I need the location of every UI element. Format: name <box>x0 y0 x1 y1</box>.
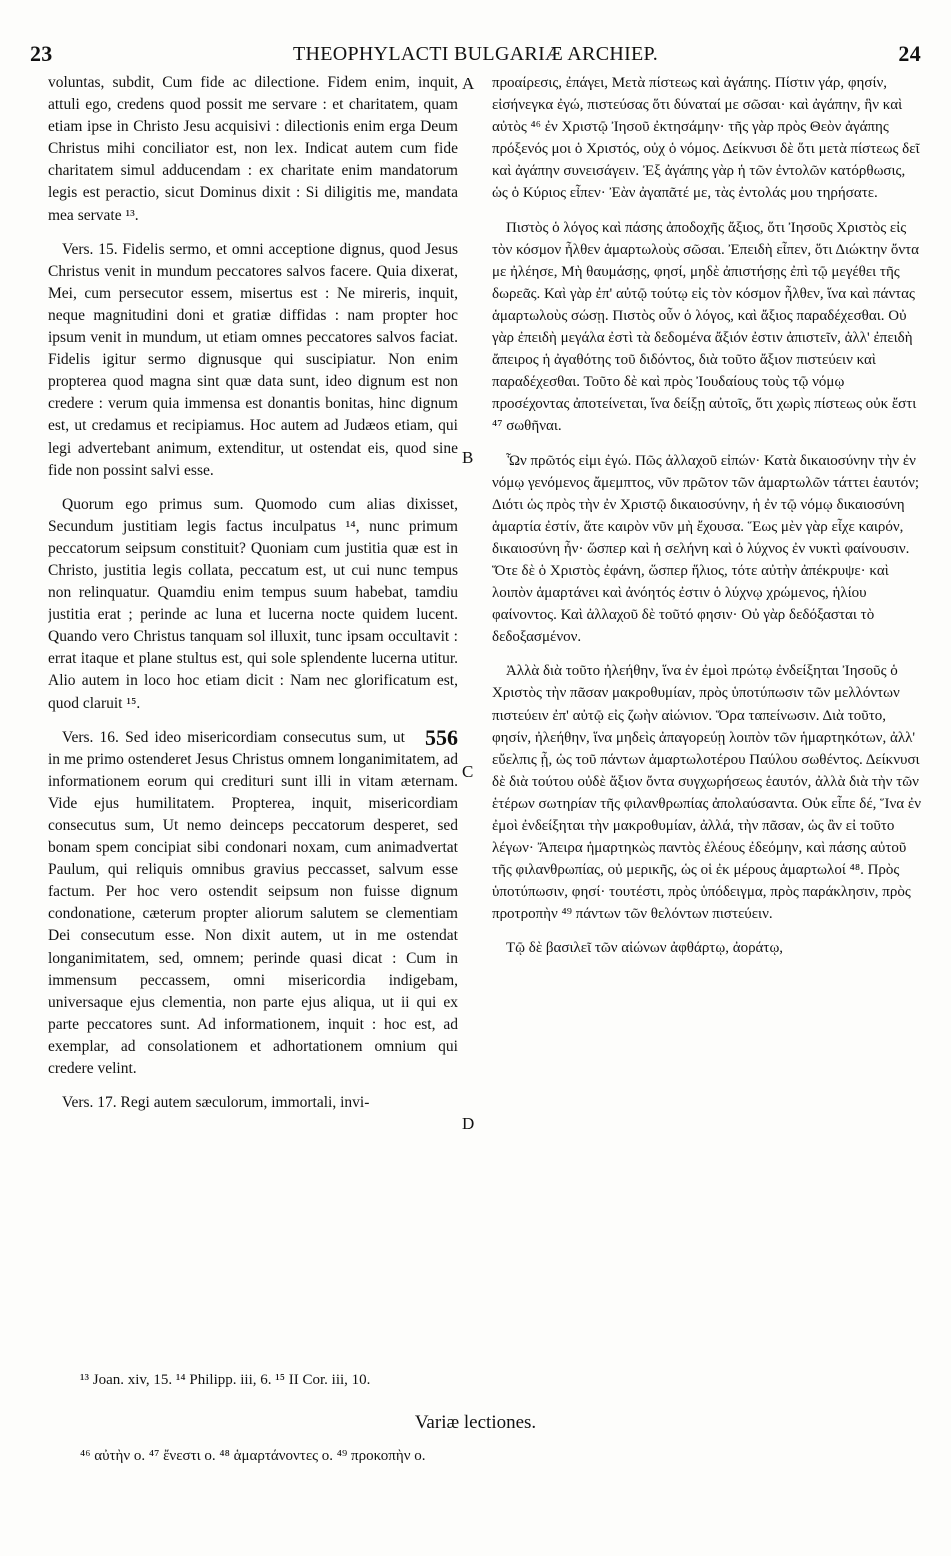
latin-paragraph-1: voluntas, subdit, Cum fide ac dilectione. Fidem enim, inquit, attuli ego, credens quod possit me servare : et charitatem, quam etiam ipse in Christo Jesu acquisivi : dilectionis enim erga Deum Christus mihi conciliator est, non lex. Indicat autem cum fide charitatem simul adducendam : ex charitate enim mandatorum legis est peractio, sicut Dominus dixit : Si diligitis me, mandata mea servate ¹³. <box>48 74 458 224</box>
variae-lectiones-title: Variæ lectiones. <box>414 1412 537 1433</box>
latin-column <box>48 72 458 1362</box>
page-number: 23 <box>30 41 53 66</box>
margin-page-number: 556 <box>425 724 458 750</box>
greek-paragraph-4: Ἀλλὰ διὰ τοῦτο ἠλεήθην, ἵνα ἐν ἐμοὶ πρώτῳ ἐνδείξηται Ἰησοῦς ὁ Χριστὸς τὴν πᾶσαν μακροθυμίαν, πρὸς ὑποτύπωσιν τῶν μελλόντων πιστεύειν ἐπ' αὐτῷ εἰς ζωὴν αἰώνιον. Ὅρα ταπείνωσιν. Διὰ τοῦτο, φησίν, ἠλεήθην, ἵνα μηδεὶς ἀπαγορεύῃ λοιπὸν τῶν ἡμαρτηκότων, ἀλλ' εὔελπις ᾖ, ὡς τοῦ πάντων ἁμαρτωλοτέρου Παύλου σωθέντος. Δείκνυσι δὲ διὰ τούτου οὐδὲ ἄξιον ὄντα συγχωρήσεως ἑαυτόν, ἀλλὰ διὰ τὴν τῶν ἑτέρων σωτηρίαν τῆς φιλανθρωπίας ἀπολαύσαντα. Οὐκ εἶπε δέ, Ἵνα ἐν ἐμοὶ ἐνδείξηται τὴν μακροθυμίαν, ἀλλά, τὴν πᾶσαν, ὡς ἂν εἰ τοῦτο λέγων· Ἄπειρα ἡμαρτηκὼς παντὸς ἐλέους ἐδεόμην, καὶ πάσης αὐτοῦ τῆς φιλανθρωπίας, οὐ μερικῆς, ὡς οἱ ἐκ μέρους ἁμαρτωλοί ⁴⁸. Πρὸς ὑποτύπωσιν, φησί· τουτέστι, πρὸς ὑπόδειγμα, πρὸς παράκλησιν, πρὸς προτροπὴν ⁴⁹ πάντων τῶν θελόντων πιστεύειν. <box>492 663 921 923</box>
page-body <box>48 72 923 1362</box>
page-header <box>30 40 921 68</box>
column-number: 24 <box>898 41 921 66</box>
greek-paragraph-2: Πιστὸς ὁ λόγος καὶ πάσης ἀποδοχῆς ἄξιος, ὅτι Ἰησοῦς Χριστὸς εἰς τὸν κόσμον ἦλθεν ἁμαρτωλοὺς σῶσαι. Ἐπειδὴ εἶπεν, ὅτι Διώκτην ὄντα με ἠλέησε, Μὴ θαυμάσῃς, φησί, μηδὲ ἀπιστήσῃς ἐπὶ τῷ μεγέθει τῆς δωρεᾶς. Καὶ γὰρ ἐπ' αὐτῷ τούτῳ εἰς τὸν κόσμον ἦλθεν, ἵνα καὶ πάντας ἁμαρτωλοὺς σώσῃ. Πιστὸς οὖν ὁ λόγος, καὶ ἄξιος παραδέχεσθαι. Οὐ γὰρ ἐπειδὴ μεγάλα ἐστὶ τὰ δεδομένα ἄξιόν ἐστιν ἀπιστεῖν, ἀλλ' ἐπειδὴ ἄπειρος ἡ ἀγαθότης τοῦ διδόντος, διὰ τοῦτο ἄξιον πιστεύειν καὶ παραδέχεσθαι. Τοῦτο δὲ καὶ πρὸς Ἰουδαίους τοὺς τῷ νόμῳ προσέχοντας ἀποτείνεται, ἵνα δείξῃ αὐτοῖς, ὅτι χωρὶς πίστεως οὐκ ἔστι ⁴⁷ σωθῆναι. <box>492 219 920 435</box>
greek-paragraph-3: Ὧν πρῶτός εἰμι ἐγώ. Πῶς ἀλλαχοῦ εἰπών· Κατὰ δικαιοσύνην τὴν ἐν νόμῳ γενόμενος ἄμεμπτος, νῦν πρῶτον τῶν ἁμαρτωλῶν τάττει ἑαυτόν; Διότι ὡς πρὸς τὴν ἐν Χριστῷ δικαιοσύνην, ἡ ἐν τῷ νόμῳ δικαιοσύνη ἁμαρτία ἐστίν, ἅτε καιρὸν νῦν μὴ ἔχουσα. Ἕως μὲν γὰρ εἶχε καιρόν, δικαιοσύνη ἦν· ὥσπερ καὶ ἡ σελήνη καὶ ὁ λύχνος ἐν νυκτὶ φαίνουσιν. Ὅτε δὲ ὁ Χριστὸς ἐφάνη, ὥσπερ ἥλιος, τότε αὐτὴν ἀπέκρυψε· καὶ λοιπὸν ἁμαρτάνει καὶ ἀνόητός ἐστιν ὁ λύχνῳ χρώμενος, ἡλίου φαίνοντος. Καὶ ἀλλαχοῦ δὲ τοῦτό φησιν· Οὐ γὰρ δεδόξασται τὸ δεδοξασμένον. <box>492 452 920 646</box>
latin-paragraph-2: Vers. 15. Fidelis sermo, et omni acceptione dignus, quod Jesus Christus venit in mundum peccatores salvos facere. Quia dixerat, Mei, cum persecutor essem, misertus est : Ne mireris, inquit, neque magnitudini doni et gratiæ diffidas : nam propter hoc ipsum venit in mundum, ut etiam omnes peccatores salvos faciat. Fidelis igitur sermo dignusque qui suscipiatur. Non enim propterea quod magna sint quæ data sunt, ideo dignum est non credere : verum quia immensa est donantis bonitas, hinc dignum est, ut credamus et recipiamus. Hoc autem ad Judæos etiam, qui legi advertebant animum, extenditur, ut ostendat eis, quod sine fide non possint salvi esse. <box>48 240 458 479</box>
greek-paragraph-5: Τῷ δὲ βασιλεῖ τῶν αἰώνων ἀφθάρτῳ, ἀοράτῳ, <box>506 940 784 957</box>
margin-gutter <box>458 72 480 1362</box>
margin-letter-c: C <box>462 762 474 781</box>
margin-letter-b: B <box>462 448 474 467</box>
variae-lectiones: ⁴⁶ αὐτὴν ο. ⁴⁷ ἔνεστι ο. ⁴⁸ ἁμαρτάνοντες ο. ⁴⁹ προκοπὴν ο. <box>80 1448 426 1464</box>
latin-paragraph-5: Vers. 17. Regi autem sæculorum, immortali, invi- <box>62 1094 370 1112</box>
latin-paragraph-3: Quorum ego primus sum. Quomodo cum alias dixisset, Secundum justitiam legis factus inculpatus ¹⁴, nunc primum peccatorum seipsum constituit? Quoniam cum justitia quæ est in Christo, justitia legis collata, peccatum est, ut cui nunc tempus non relinquatur. Quamdiu enim tempus suum habebat, tamdiu justitia erat ; perinde ac luna et lucerna nocte quidem lucent. Quando vero Christus tanquam sol illuxit, tunc ipsam occultavit : errat itaque et plane stultus est, qui sole splendente lucerna utitur. Alio autem in loco hoc etiam dicit : Nam nec glorificatum est, quod claruit ¹⁵. <box>48 495 458 712</box>
footnotes: ¹³ Joan. xiv, 15. ¹⁴ Philipp. iii, 6. ¹⁵ II Cor. iii, 10. <box>80 1372 371 1388</box>
latin-paragraph-4-text: Vers. 16. Sed ideo misericordiam consecutus sum, ut in me primo ostenderet Jesus Christus omnem longanimitatem, ad informationem eorum qui credituri sunt illi in vitam æternam. Vide ejus humilitatem. Propterea, inquit, misericordiam consecutus sum, Ut nemo deinceps peccatorum desperet, sed bonam spem concipiat sibi condonari noxam, cum animadvertat Paulum, qui reliquis omnibus gravius peccasset, salvum esse factum. Per hoc vero ostendit seipsum non fuisse dignum condonatione, cæterum propter aliorum salutem se clementiam Dei consecutum esse. Non dixit autem, ut in me ostendat longanimitatem, sed, omnem; perinde quasi dicat : Cum in immensum peccassem, omni misericordia indigebam, universaque ejus clementia, non parte ejus aliqua, ut ii qui ex parte peccatores sunt. Ad informationem, inquit : hoc est, ad exemplar, ad consolationem et adhortationem omnium qui credere velint. <box>48 728 458 1078</box>
running-title: THEOPHYLACTI BULGARIÆ ARCHIEP. <box>292 42 659 65</box>
greek-paragraph-1: προαίρεσις, ἐπάγει, Μετὰ πίστεως καὶ ἀγάπης. Πίστιν γάρ, φησίν, εἰσήνεγκα ἐγώ, πιστεύσας ὅτι δύναταί με σῶσαι· καὶ ἀγάπην, ἣν καὶ αὐτὸς ⁴⁶ ἐν Χριστῷ Ἰησοῦ ἐκτησάμην· τῆς γὰρ πρὸς Θεὸν ἀγάπης πρόξενός μοι ὁ Χριστός, οὐχ ὁ νόμος. Δείκνυσι δὲ ὅτι μετὰ πίστεως δεῖ καὶ ἀγάπην συνεισάγειν. Ἐξ ἀγάπης γὰρ ἡ τῶν ἐντολῶν κατόρθωσις, ὡς ὁ Κύριος εἶπεν· Ἐὰν ἀγαπᾶτέ με, τὰς ἐντολάς μου τηρήσατε. <box>492 75 920 202</box>
margin-letter-a: A <box>462 74 475 93</box>
margin-letter-d: D <box>462 1114 475 1133</box>
latin-paragraph-4 <box>48 724 458 1081</box>
greek-column <box>480 72 923 1362</box>
